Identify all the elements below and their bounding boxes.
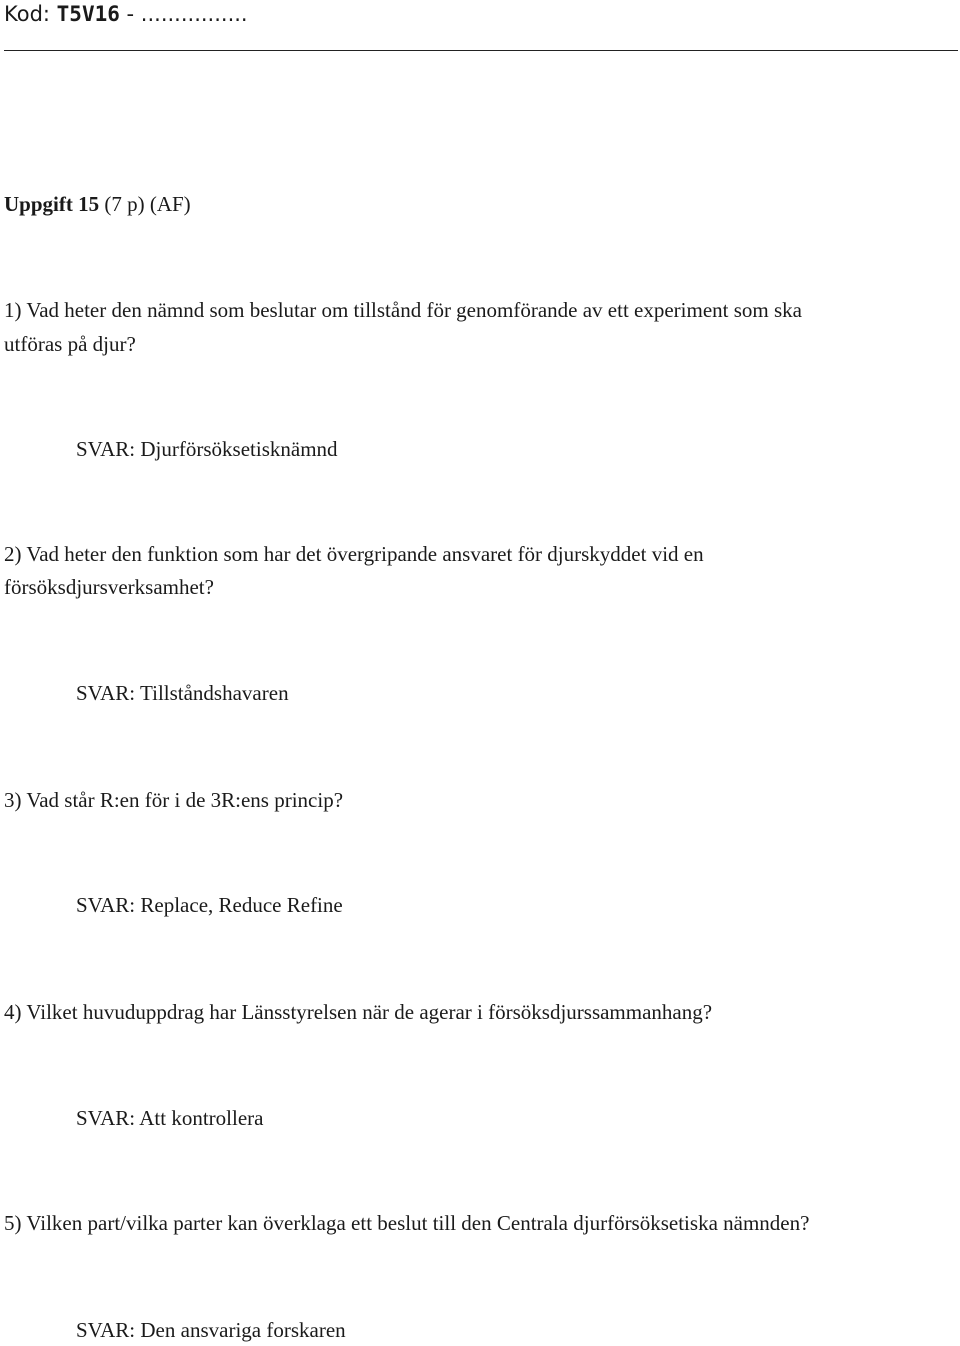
task-title-points: (7 p) (AF)	[99, 192, 191, 216]
answer-3: SVAR: Replace, Reduce Refine	[76, 893, 343, 917]
code-value: T5V16	[56, 2, 120, 26]
question-2-line-2: försöksdjursverksamhet?	[4, 575, 214, 599]
answer-2: SVAR: Tillståndshavaren	[76, 681, 289, 705]
task-title-bold: Uppgift 15	[4, 192, 100, 216]
question-3-line-1: 3) Vad står R:en för i de 3R:ens princip?	[4, 788, 344, 812]
answer-4: SVAR: Att kontrollera	[76, 1106, 264, 1130]
answer-5: SVAR: Den ansvariga forskaren	[76, 1318, 346, 1342]
question-2-line-1: 2) Vad heter den funktion som har det övergripande ansvaret för djurskyddet vid en	[4, 542, 704, 566]
question-5-line-1: 5) Vilken part/vilka parter kan överklaga ett beslut till den Centrala djurförsöksetiska nämnden?	[4, 1211, 810, 1235]
question-4-line-1: 4) Vilket huvuduppdrag har Länsstyrelsen när de agerar i försöksdjurssammanhang?	[4, 1000, 713, 1024]
task-title	[4, 190, 191, 218]
answer-1: SVAR: Djurförsöksetisknämnd	[76, 437, 338, 461]
question-1-line-1: 1) Vad heter den nämnd som beslutar om tillstånd för genomförande av ett experiment som ska	[4, 298, 802, 322]
code-label: Kod:	[4, 2, 57, 26]
question-1-line-2: utföras på djur?	[4, 332, 136, 356]
header-divider	[4, 50, 958, 51]
code-suffix: - ................	[119, 2, 248, 26]
exam-code-header	[4, 0, 248, 28]
